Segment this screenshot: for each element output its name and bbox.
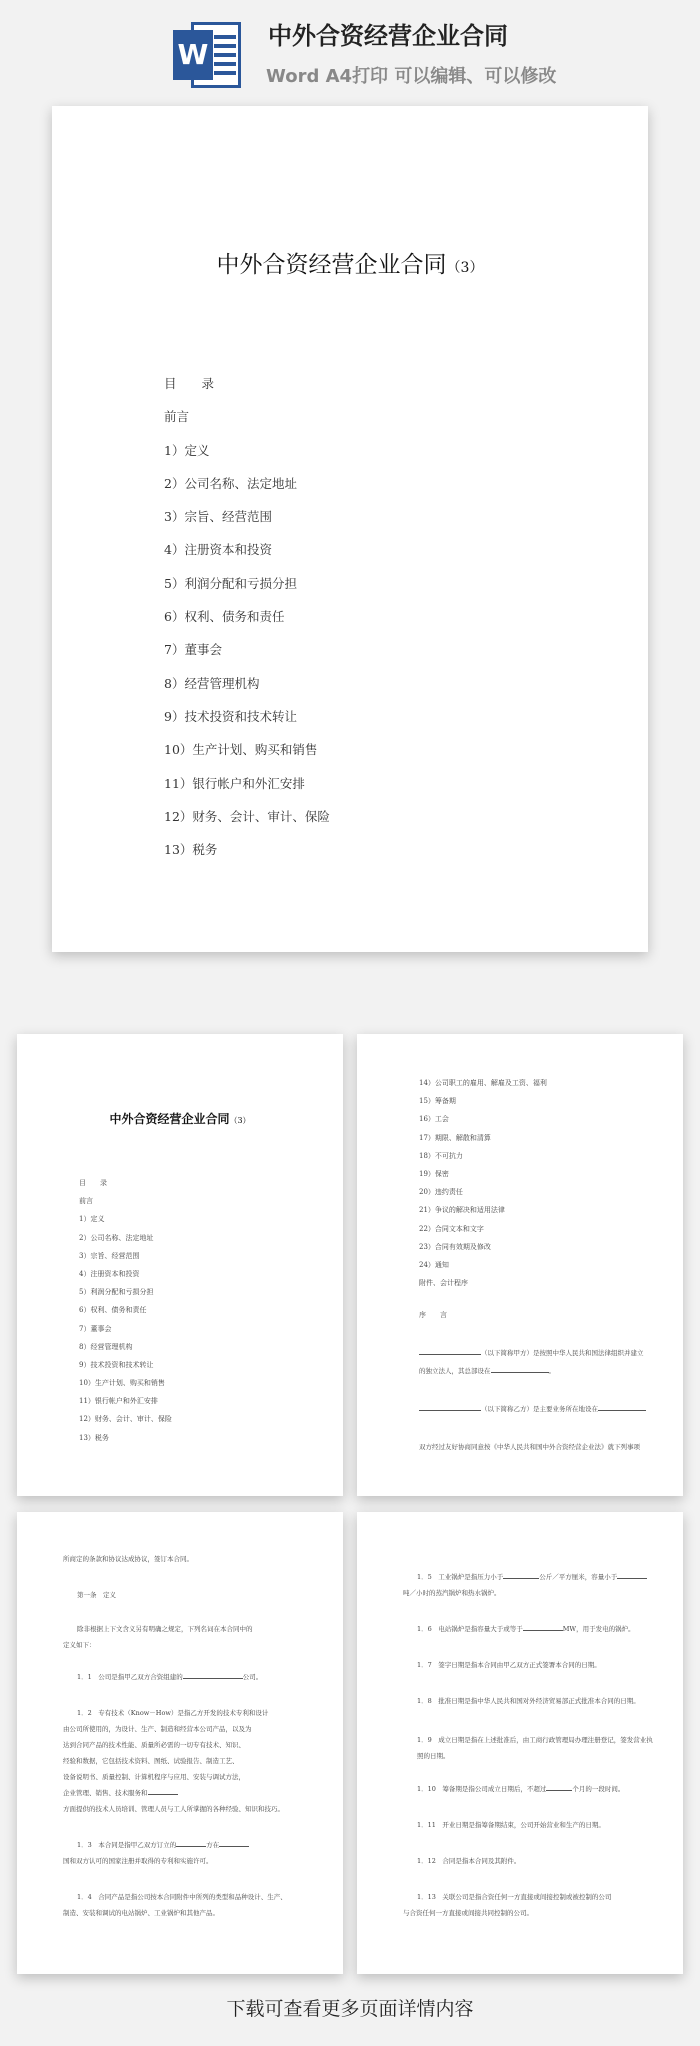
toc-item: 7）董事会: [164, 642, 222, 658]
toc-item: 14）公司职工的雇用、解雇及工资、福利: [419, 1079, 547, 1087]
toc-item: 目 录: [164, 376, 215, 391]
download-more-link[interactable]: 下载可查看更多页面详情内容: [226, 1998, 474, 2020]
word-document-icon: W: [173, 22, 241, 88]
text-line: 1．4 合同产品是指公司按本合同附件中所列的类型和品种设计、生产、: [77, 1893, 287, 1901]
toc-item: 10）生产计划、购买和销售: [164, 742, 318, 758]
article-heading: 第一条 定义: [77, 1591, 116, 1599]
text-line: （以下简称甲方）是按照中华人民共和国法律组织并建立: [419, 1348, 644, 1357]
toc-item: 11）银行帐户和外汇安排: [79, 1397, 158, 1406]
page-thumbnail-3[interactable]: [17, 1512, 343, 1974]
text-line: 1．7 签字日期是指本合同由甲乙双方正式签署本合同的日期。: [417, 1661, 601, 1669]
header: [0, 0, 700, 100]
text-line: 1．2 专有技术（Know－How）是指乙方开发的技术专利和设计: [77, 1709, 269, 1717]
text-line: 定义如下：: [63, 1641, 96, 1649]
text-line: 1．5 工业锅炉是指压力小于 公斤／平方厘米，容量小于: [417, 1572, 647, 1581]
toc-item: 11）银行帐户和外汇安排: [164, 775, 305, 791]
toc-item: 23）合同有效期及修改: [419, 1242, 491, 1251]
page-thumbnail-4[interactable]: [357, 1512, 683, 1974]
toc-item: 10）生产计划、购买和销售: [79, 1379, 165, 1388]
text-line: （以下简称乙方）是主要业务所在地设在: [419, 1404, 646, 1413]
toc-item: 13）税务: [164, 842, 218, 858]
text-line: 1．12 合同是指本合同及其附件。: [417, 1857, 521, 1865]
toc-item: 7）董事会: [79, 1324, 112, 1333]
document-title: 中外合资经营企业合同（3）: [216, 252, 484, 278]
text-line: 吨／小时的蒸汽锅炉和热水锅炉。: [403, 1589, 501, 1597]
text-line: 的独立法人，其总部设在 。: [419, 1367, 555, 1375]
page-thumbnail-2[interactable]: [357, 1034, 683, 1496]
text-line: 双方经过友好协商同意按《中华人民共和国中外合资经营企业法》就下列事项: [419, 1443, 640, 1451]
text-line: 方面提供的技术人员培训、管理人员与工人所掌握的各种经验、知识和技巧。: [63, 1805, 284, 1813]
text-line: 1．10 筹备期是指公司成立日期后，不超过 个月的一段时间。: [417, 1785, 625, 1793]
toc-item: 19）保密: [419, 1169, 449, 1178]
toc-item: 1）定义: [79, 1215, 105, 1224]
toc-item: 附件、会计程序: [419, 1279, 468, 1288]
text-line: 设备说明书、质量控制、计算机程序与应用、安装与调试方法，: [63, 1773, 245, 1781]
toc-item: 16）工会: [419, 1115, 449, 1124]
toc-item: 21）争议的解决和适用法律: [419, 1206, 505, 1215]
toc-item: 4）注册资本和投资: [79, 1269, 140, 1278]
toc-item: 6）权利、债务和责任: [79, 1306, 147, 1315]
toc-item: 17）期限、解散和清算: [419, 1133, 491, 1142]
header-title: 中外合资经营企业合同: [268, 22, 508, 50]
toc-item: 3）宗旨、经营范围: [164, 509, 272, 525]
toc-item: 8）经营管理机构: [164, 675, 260, 691]
text-line: 1．11 开业日期是指筹备期结束，公司开始营业和生产的日期。: [417, 1821, 605, 1829]
table-of-contents: [164, 374, 330, 873]
text-line: 1．13 关联公司是指合资任何一方直接或间接控制或被控制的公司: [417, 1893, 612, 1901]
toc-item: 3）宗旨、经营范围: [79, 1251, 140, 1260]
text-line: 1．3 本合同是指甲乙双方订立的 方在: [77, 1840, 249, 1849]
thumbnail-title: 中外合资经营企业合同（3）: [109, 1112, 251, 1126]
text-line: 经验和数据，它包括技术资料、图纸、试验报告、制造工艺、: [63, 1757, 239, 1765]
page-thumbnail-1[interactable]: [17, 1034, 343, 1496]
thumbnail-toc: [79, 1178, 172, 1451]
text-line: 1．1 公司是指甲乙双方合资组建的 公司。: [77, 1673, 263, 1681]
text-line: 1．9 成立日期是指在上述批准后，由工商行政管理局办理注册登记，签发营业执照的日期。: [417, 1736, 653, 1760]
toc-item: 1）定义: [164, 442, 210, 458]
toc-item: 目 录: [79, 1179, 107, 1187]
toc-item: 20）违约责任: [419, 1188, 463, 1197]
toc-item: 8）经营管理机构: [79, 1342, 133, 1351]
text-line: 所商定的条款和协议达成协议，签订本合同。: [63, 1555, 193, 1563]
toc-item: 15）筹备期: [419, 1097, 456, 1106]
text-line: 1．6 电站锅炉是指容量大于或等于 MW，用于发电的锅炉。: [417, 1625, 635, 1633]
text-line: 制造、安装和调试的电站锅炉、工业锅炉和其他产品。: [63, 1909, 219, 1917]
toc-item: 前言: [164, 409, 190, 425]
toc-item: 9）技术投资和技术转让: [164, 708, 297, 724]
toc-item: 5）利润分配和亏损分担: [79, 1288, 154, 1297]
toc-item: 前言: [79, 1197, 93, 1206]
text-line: 由公司所使用的，为设计、生产、制造和经营本公司产品，以及为: [63, 1725, 252, 1733]
header-subtitle: Word A4打印 可以编辑、可以修改: [266, 66, 557, 87]
preface-heading: 序 言: [419, 1311, 447, 1319]
toc-item: 18）不可抗力: [419, 1151, 463, 1160]
toc-item: 2）公司名称、法定地址: [164, 475, 297, 491]
toc-item: 24）通知: [419, 1260, 449, 1269]
document-page-preview-large: [52, 106, 648, 952]
toc-item: 22）合同文本和文字: [419, 1224, 484, 1233]
text-line: 企业管理、销售、技术服务和: [63, 1788, 178, 1797]
thumbnail-toc-continued: [419, 1078, 547, 1296]
toc-item: 12）财务、会计、审计、保险: [164, 808, 330, 824]
toc-item: 2）公司名称、法定地址: [79, 1233, 154, 1242]
text-line: 达到合同产品的技术性能、质量所必需的一切专有技术、知识、: [63, 1741, 245, 1749]
toc-item: 5）利润分配和亏损分担: [164, 575, 297, 591]
toc-item: 6）权利、债务和责任: [164, 609, 285, 625]
toc-item: 13）税务: [79, 1433, 109, 1442]
text-line: 与合资任何一方直接或间接共同控制的公司。: [403, 1909, 533, 1917]
text-line: 除非根据上下文含义另有明确之规定，下列名词在本合同中的: [77, 1625, 253, 1633]
toc-item: 12）财务、会计、审计、保险: [79, 1415, 172, 1424]
text-line: 1．8 批准日期是指中华人民共和国对外经济贸易部正式批准本合同的日期。: [417, 1697, 640, 1705]
text-line: 国和双方认可的国家注册并取得的专利和实施许可。: [63, 1857, 213, 1865]
toc-item: 9）技术投资和技术转让: [79, 1360, 154, 1369]
toc-item: 4）注册资本和投资: [164, 542, 272, 558]
